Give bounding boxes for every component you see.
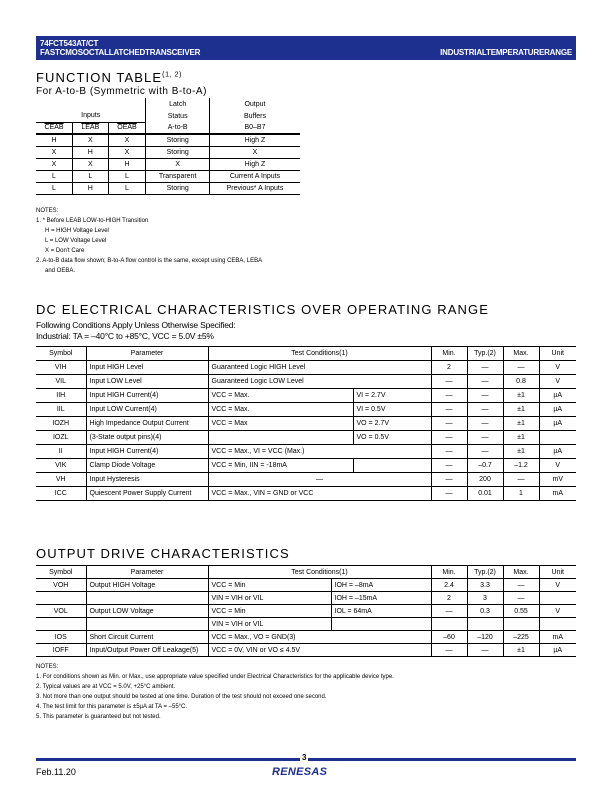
unit-cell: µA [539,417,576,431]
function-table-title-sup: (1, 2) [162,71,183,79]
parameter-cell: Input HIGH Current(4) [86,389,208,403]
ft-cell: L [108,170,146,182]
parameter-cell: Input HIGH Level [86,361,208,375]
symbol-cell: IOZH [36,417,86,431]
ft-cell: H [73,146,109,158]
condition-cell: Guaranteed Logic LOW Level [208,375,431,389]
max-cell [503,618,539,631]
ft-cell: L [73,170,109,182]
parameter-cell: Clamp Diode Voltage [86,459,208,473]
condition-cell: VIN = VIH or VIL [208,618,331,631]
condition-cell-2: VI = 0.5V [353,403,431,417]
max-cell: — [503,579,539,592]
symbol-cell: IIL [36,403,86,417]
od-notes [36,662,394,722]
parameter-cell: Input Hysteresis [86,473,208,487]
condition-cell: VCC = Max. [208,403,353,417]
ft-cell: H [73,182,109,194]
column-header: Max. [503,566,539,579]
max-cell: ±1 [503,389,539,403]
max-cell: — [503,592,539,605]
column-header: Unit [539,566,576,579]
symbol-cell: IOS [36,631,86,644]
min-cell: — [431,417,467,431]
ft-cell: H [108,158,146,170]
table-row [36,605,576,618]
dc-table [36,346,576,501]
table-row [36,375,576,389]
symbol-cell: IOZL [36,431,86,445]
symbol-cell: VOH [36,579,86,592]
condition-cell: VCC = Max., VO = GND(3) [208,631,431,644]
unit-cell: V [539,459,576,473]
table-header-row [36,347,576,361]
ft-cell: Transparent [146,170,210,182]
symbol-cell: IOFF [36,644,86,657]
od-table [36,565,576,657]
column-header: Test Conditions(1) [208,566,431,579]
unit-cell: µA [539,445,576,459]
column-header: Max. [503,347,539,361]
column-header: Unit [539,347,576,361]
od-note-0: NOTES: [36,664,59,670]
table-row [36,389,576,403]
ft-note-3: L = LOW Voltage Level [45,238,107,244]
typ-cell [467,618,503,631]
condition-cell-2 [353,459,431,473]
min-cell: — [431,445,467,459]
od-note-5: 5. This parameter is guaranteed but not tested. [36,714,161,720]
unit-cell: µA [539,403,576,417]
function-table-body [36,134,300,194]
parameter-cell [86,618,208,631]
od-table-body [36,566,576,657]
ft-cell: X [73,134,109,146]
table-row [36,417,576,431]
dc-title: DC ELECTRICAL CHARACTERISTICS OVER OPERATING RANGE [36,302,490,317]
condition-cell [208,431,353,445]
condition-cell-2: VO = 2.7V [353,417,431,431]
min-cell: 2 [431,361,467,375]
part-number: 74FCT543AT/CT [40,39,99,48]
column-header: Parameter [86,347,208,361]
max-cell: 0.8 [503,375,539,389]
typ-cell: — [467,375,503,389]
max-cell: ±1 [503,644,539,657]
typ-cell: –0.7 [467,459,503,473]
function-table-row [36,158,300,170]
col-oeab: OEAB [108,122,146,134]
table-header-row [36,566,576,579]
ft-note-5: 2. A-to-B data flow shown; B-to-A flow control is the same, except using CEBA, LEBA [36,258,263,264]
typ-cell: — [467,389,503,403]
ft-cell: Storing [146,134,210,146]
condition-cell-2 [331,618,431,631]
ft-cell: L [108,182,146,194]
renesas-logo: RENESAS [272,766,328,778]
min-cell [431,618,467,631]
parameter-cell: Quiescent Power Supply Current [86,487,208,501]
condition-cell-2: VI = 2.7V [353,389,431,403]
max-cell: — [503,361,539,375]
min-cell: — [431,431,467,445]
ft-cell: Storing [146,182,210,194]
col-out: B0–B7 [209,122,300,134]
condition-cell: VCC = Min [208,605,331,618]
typ-cell: — [467,403,503,417]
parameter-cell: Input LOW Level [86,375,208,389]
parameter-cell: Input/Output Power Off Leakage(5) [86,644,208,657]
od-note-2: 2. Typical values are at VCC = 5.0V, +25°C ambient. [36,684,176,690]
function-table-title [36,70,182,85]
symbol-cell: VIL [36,375,86,389]
unit-cell [539,592,576,605]
unit-cell [539,431,576,445]
ft-cell: High Z [209,158,300,170]
ft-cell: X [108,134,146,146]
ft-cell: High Z [209,134,300,146]
ft-cell: X [146,158,210,170]
typ-cell: — [467,417,503,431]
typ-cell: — [467,644,503,657]
min-cell: — [431,605,467,618]
min-cell: — [431,644,467,657]
symbol-cell: VIK [36,459,86,473]
device-description: FASTCMOSOCTALLATCHEDTRANSCEIVER [40,48,201,57]
table-row [36,403,576,417]
function-table-row [36,134,300,146]
max-cell: ±1 [503,417,539,431]
od-title: OUTPUT DRIVE CHARACTERISTICS [36,546,290,561]
table-row [36,631,576,644]
table-row [36,431,576,445]
unit-cell: mA [539,487,576,501]
min-cell: — [431,389,467,403]
parameter-cell: Output HIGH Voltage [86,579,208,592]
parameter-cell [86,592,208,605]
function-table-row [36,146,300,158]
unit-cell: V [539,361,576,375]
min-cell: 2.4 [431,579,467,592]
min-cell: — [431,403,467,417]
min-cell: –60 [431,631,467,644]
unit-cell [539,618,576,631]
condition-cell: VCC = Max., VI = VCC (Max.) [208,445,431,459]
ft-cell: Current A Inputs [209,170,300,182]
max-cell: –225 [503,631,539,644]
ft-cell: X [36,158,73,170]
condition-cell: VCC = 0V, VIN or VO ≤ 4.5V [208,644,431,657]
ft-cell: X [108,146,146,158]
condition-cell: Guaranteed Logic HIGH Level [208,361,431,375]
dc-conditions-2: Industrial: TA = –40°C to +85°C, VCC = 5.0V ±5% [36,331,214,341]
ft-note-0: NOTES: [36,208,59,214]
output-header-1: Output [244,100,266,108]
col-ceab: CEAB [36,122,73,134]
column-header: Symbol [36,566,86,579]
max-cell: ±1 [503,445,539,459]
symbol-cell: IIH [36,389,86,403]
parameter-cell: Input LOW Current(4) [86,403,208,417]
od-note-4: 4. The test limit for this parameter is ±5µA at TA = –55°C. [36,704,188,710]
ft-cell: H [36,134,73,146]
typ-cell: — [467,445,503,459]
inputs-header: Inputs [36,110,146,122]
unit-cell: µA [539,389,576,403]
condition-cell-2: IOH = –15mA [331,592,431,605]
unit-cell: V [539,605,576,618]
min-cell: — [431,473,467,487]
function-table-title-text: FUNCTION TABLE [36,70,163,85]
parameter-cell: High Impedance Output Current [86,417,208,431]
unit-cell: V [539,579,576,592]
ft-note-6: and OEBA. [45,268,76,274]
min-cell: — [431,459,467,473]
table-row [36,592,576,605]
output-header-2: Buffers [243,112,266,120]
ft-cell: Storing [146,146,210,158]
function-table-notes [36,206,262,276]
column-header: Typ.(2) [467,566,503,579]
condition-cell-2: IOH = –8mA [331,579,431,592]
function-table-subtitle: For A-to-B (Symmetric with B-to-A) [36,86,207,97]
symbol-cell [36,592,86,605]
condition-cell-2: IOL = 64mA [331,605,431,618]
typ-cell: — [467,361,503,375]
ft-cell: L [36,182,73,194]
table-row [36,445,576,459]
max-cell: –1.2 [503,459,539,473]
symbol-cell: VIH [36,361,86,375]
ft-cell: L [36,170,73,182]
parameter-cell: Output LOW Voltage [86,605,208,618]
ft-note-4: X = Don't Care [45,248,85,254]
typ-cell: 0.3 [467,605,503,618]
unit-cell: µA [539,644,576,657]
column-header: Test Conditions(1) [208,347,431,361]
max-cell: ±1 [503,403,539,417]
column-header: Min. [431,347,467,361]
min-cell: 2 [431,592,467,605]
symbol-cell: II [36,445,86,459]
header-bar [36,36,576,60]
dc-conditions-1: Following Conditions Apply Unless Otherwise Specified: [36,320,236,330]
unit-cell: mV [539,473,576,487]
table-row [36,618,576,631]
col-leab: LEAB [73,122,109,134]
function-table [36,98,300,195]
condition-cell: VIN = VIH or VIL [208,592,331,605]
condition-cell: — [208,473,431,487]
ft-cell: X [209,146,300,158]
condition-cell: VCC = Min [208,579,331,592]
od-note-3: 3. Not more than one output should be tested at one time. Duration of the test should not exceed one second. [36,694,327,700]
footer-date: Feb.11.20 [36,767,76,777]
condition-cell: VCC = Max. [208,389,353,403]
ft-cell: X [36,146,73,158]
max-cell: 0.55 [503,605,539,618]
condition-cell: VCC = Max [208,417,353,431]
unit-cell: mA [539,631,576,644]
symbol-cell: VH [36,473,86,487]
table-row [36,473,576,487]
function-table-row [36,182,300,194]
min-cell: — [431,487,467,501]
table-row [36,644,576,657]
parameter-cell: Input HIGH Current(4) [86,445,208,459]
min-cell: — [431,375,467,389]
typ-cell: –120 [467,631,503,644]
typ-cell: — [467,431,503,445]
column-header: Parameter [86,566,208,579]
ft-note-1: 1. * Before LEAB LOW-to-HIGH Transition [36,218,149,224]
condition-cell: VCC = Max., VIN = GND or VCC [208,487,431,501]
max-cell: — [503,473,539,487]
parameter-cell: (3-State output pins)(4) [86,431,208,445]
typ-cell: 0.01 [467,487,503,501]
col-latch: A-to-B [146,122,210,134]
typ-cell: 200 [467,473,503,487]
typ-cell: 3.3 [467,579,503,592]
ft-note-2: H = HIGH Voltage Level [45,228,109,234]
parameter-cell: Short Circuit Current [86,631,208,644]
page-number: 3 [302,753,307,762]
od-note-1: 1. For conditions shown as Min. or Max., use appropriate value specified under Electrical Characteristics for the applicable device type. [36,674,394,680]
temperature-range: INDUSTRIALTEMPERATURERANGE [440,48,572,57]
ft-cell: Previous* A Inputs [209,182,300,194]
dc-table-body [36,347,576,501]
symbol-cell: VOL [36,605,86,618]
table-row [36,579,576,592]
table-row [36,361,576,375]
ft-cell: X [73,158,109,170]
function-table-row [36,170,300,182]
latch-header-1: Latch [146,98,210,110]
column-header: Typ.(2) [467,347,503,361]
column-header: Min. [431,566,467,579]
symbol-cell [36,618,86,631]
table-row [36,459,576,473]
unit-cell: V [539,375,576,389]
symbol-cell: ICC [36,487,86,501]
max-cell: ±1 [503,431,539,445]
condition-cell-2: VO = 0.5V [353,431,431,445]
max-cell: 1 [503,487,539,501]
latch-header-2: Status [146,110,210,122]
condition-cell: VCC = Min, IIN = -18mA [208,459,353,473]
typ-cell: 3 [467,592,503,605]
table-row [36,487,576,501]
column-header: Symbol [36,347,86,361]
